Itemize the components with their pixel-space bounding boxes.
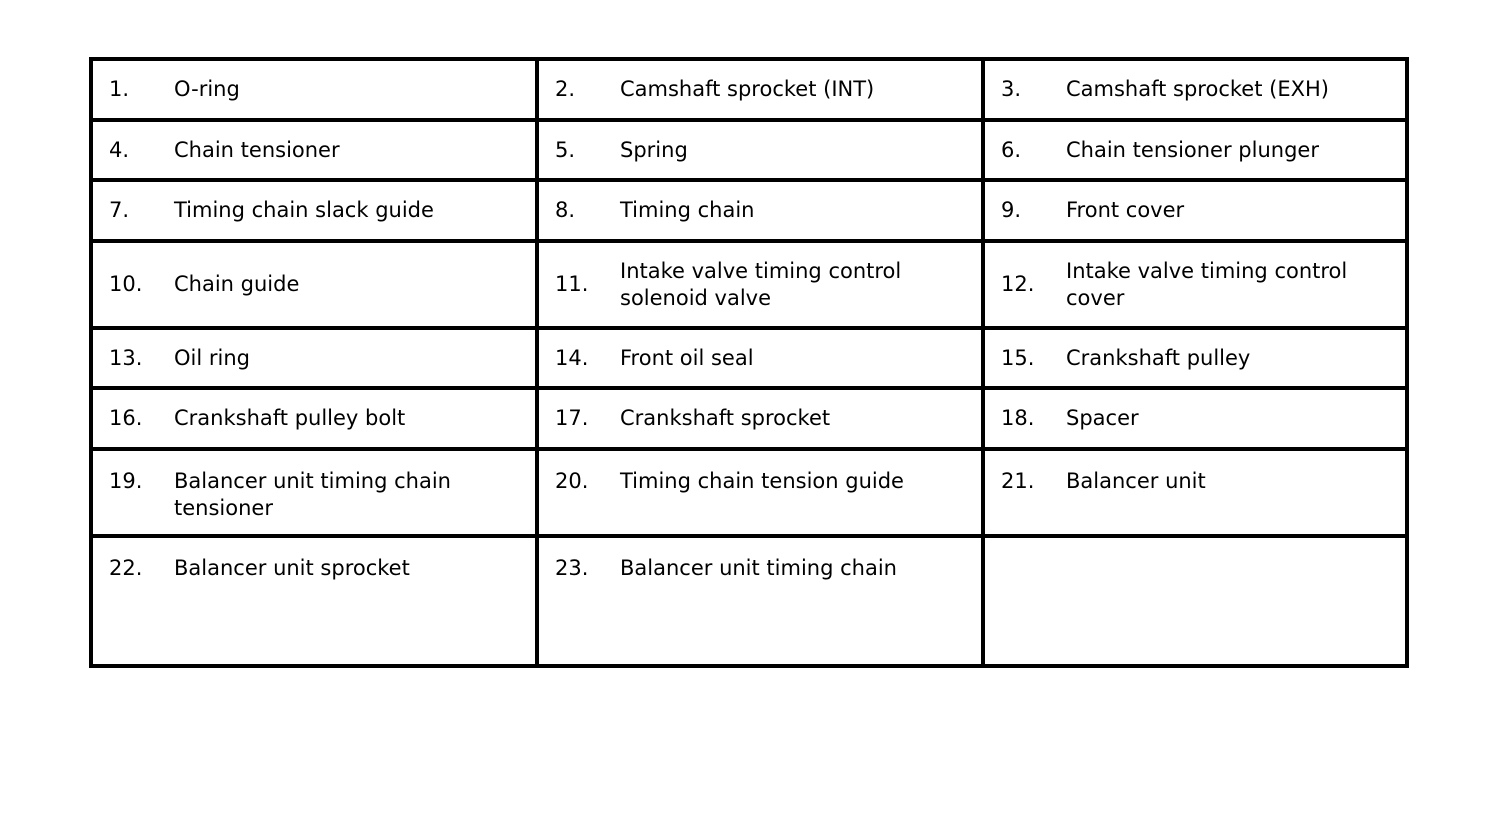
part-cell xyxy=(91,536,537,666)
part-cell xyxy=(983,328,1407,388)
part-cell xyxy=(91,388,537,449)
part-cell xyxy=(537,180,983,241)
part-cell xyxy=(983,59,1407,120)
part-number: 21. xyxy=(1001,469,1035,493)
table-row xyxy=(91,449,1407,536)
part-name: Chain tensioner xyxy=(174,137,340,162)
table-row xyxy=(91,180,1407,241)
part-number: 3. xyxy=(1001,77,1022,101)
part-name: Oil ring xyxy=(174,345,250,370)
part-name: Timing chain tension guide xyxy=(620,469,904,493)
part-cell xyxy=(91,180,537,241)
part-cell xyxy=(537,536,983,666)
table-row xyxy=(91,120,1407,180)
part-cell xyxy=(983,241,1407,328)
part-name: Crankshaft sprocket xyxy=(620,406,831,430)
part-number: 13. xyxy=(109,345,143,370)
part-cell xyxy=(537,388,983,449)
part-name: Front oil seal xyxy=(620,345,754,370)
part-name: Chain tensioner plunger xyxy=(1066,137,1319,162)
part-name: Timing chain slack guide xyxy=(174,198,434,222)
part-number: 23. xyxy=(555,556,589,580)
part-cell xyxy=(91,241,537,328)
part-name: Balancer unit sprocket xyxy=(174,556,410,580)
part-name: Camshaft sprocket (INT) xyxy=(620,77,875,101)
part-cell xyxy=(91,328,537,388)
part-number: 1. xyxy=(109,77,130,101)
part-name: Front cover xyxy=(1066,198,1185,222)
part-number: 8. xyxy=(555,198,576,222)
part-name: Crankshaft pulley xyxy=(1066,345,1251,370)
parts-legend-table xyxy=(89,57,1409,668)
part-cell xyxy=(91,59,537,120)
table-row xyxy=(91,536,1407,666)
table-row xyxy=(91,328,1407,388)
part-number: 14. xyxy=(555,345,589,370)
empty-cell xyxy=(983,536,1407,666)
part-name: Intake valve timing control solenoid valve xyxy=(620,258,902,310)
part-number: 18. xyxy=(1001,406,1035,430)
part-number: 17. xyxy=(555,406,589,430)
table-row xyxy=(91,59,1407,120)
part-number: 9. xyxy=(1001,198,1022,222)
part-number: 10. xyxy=(109,272,143,296)
part-name: Spring xyxy=(620,137,688,162)
part-number: 11. xyxy=(555,272,589,296)
part-name: Intake valve timing control cover xyxy=(1066,258,1348,310)
part-number: 20. xyxy=(555,469,589,493)
part-cell xyxy=(537,241,983,328)
part-number: 12. xyxy=(1001,272,1035,296)
part-cell xyxy=(983,120,1407,180)
part-number: 22. xyxy=(109,556,143,580)
part-cell xyxy=(537,449,983,536)
part-cell xyxy=(537,120,983,180)
part-cell xyxy=(537,59,983,120)
part-cell xyxy=(983,449,1407,536)
table-row xyxy=(91,388,1407,449)
part-cell xyxy=(983,388,1407,449)
part-name: Crankshaft pulley bolt xyxy=(174,406,406,430)
part-cell xyxy=(91,120,537,180)
part-number: 15. xyxy=(1001,345,1035,370)
part-number: 7. xyxy=(109,198,130,222)
part-number: 19. xyxy=(109,469,143,493)
part-cell xyxy=(983,180,1407,241)
part-name: Camshaft sprocket (EXH) xyxy=(1066,77,1329,101)
part-number: 6. xyxy=(1001,137,1022,162)
part-name: Balancer unit timing chain xyxy=(620,556,897,580)
part-number: 4. xyxy=(109,137,130,162)
part-number: 2. xyxy=(555,77,576,101)
part-name: Chain guide xyxy=(174,272,300,296)
part-cell xyxy=(537,328,983,388)
part-number: 5. xyxy=(555,137,576,162)
table-row xyxy=(91,241,1407,328)
part-name: Timing chain xyxy=(620,198,755,222)
part-name: O-ring xyxy=(174,77,240,101)
part-name: Spacer xyxy=(1066,406,1139,430)
part-cell xyxy=(91,449,537,536)
part-number: 16. xyxy=(109,406,143,430)
part-name: Balancer unit xyxy=(1066,469,1206,493)
part-name: Balancer unit timing chain tensioner xyxy=(174,469,451,520)
